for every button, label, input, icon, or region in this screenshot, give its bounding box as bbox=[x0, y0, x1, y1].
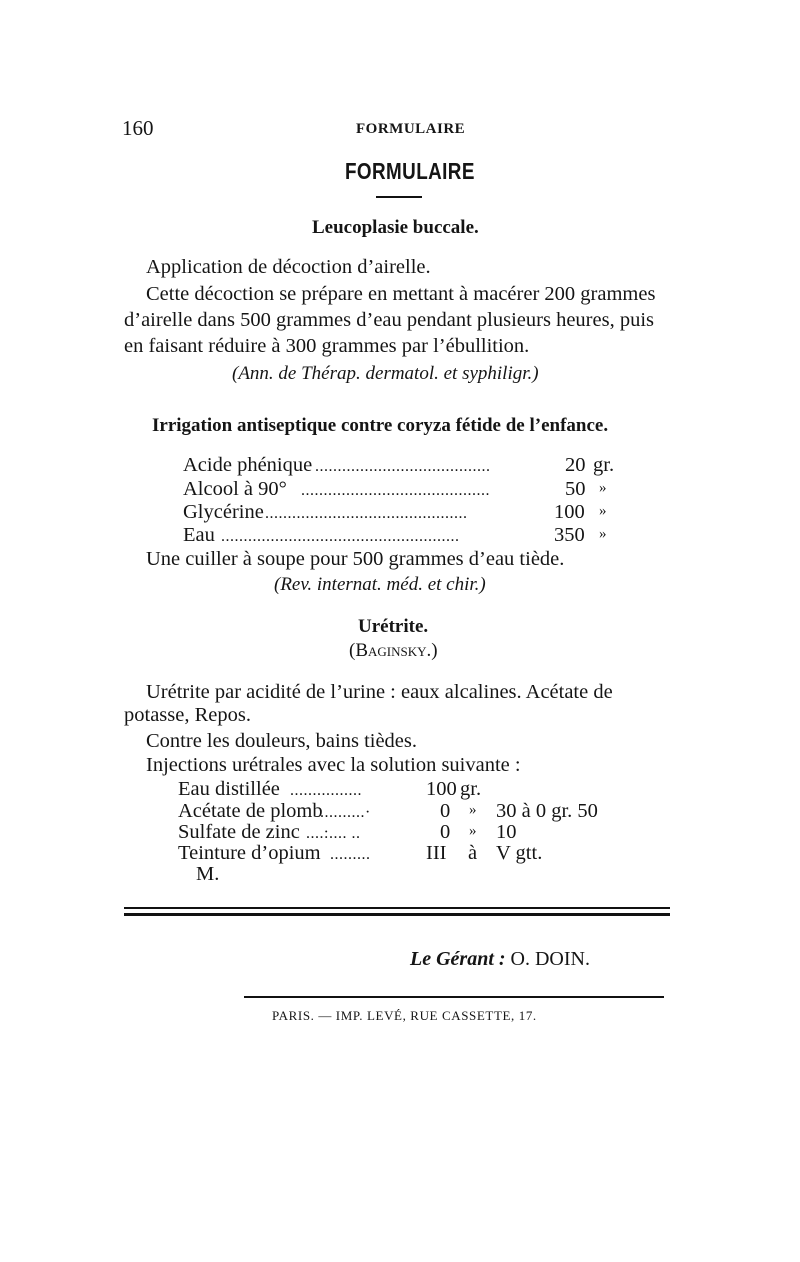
irrigation-heading: Irrigation antiseptique contre coryza fétide de l’enfance. bbox=[152, 415, 609, 436]
injection-qty: 100 bbox=[426, 778, 457, 800]
ingredient-row bbox=[183, 502, 623, 523]
ingredient-row bbox=[183, 525, 623, 546]
injection-qty: III bbox=[426, 842, 447, 864]
double-rule-top bbox=[124, 907, 670, 909]
uretrite-para-line: potasse, Repos. bbox=[124, 704, 251, 726]
injection-sep: à bbox=[468, 842, 478, 864]
ingredient-name: Eau bbox=[183, 524, 215, 546]
injection-qty: 0 bbox=[440, 800, 451, 822]
ingredient-unit: » bbox=[599, 503, 607, 519]
ingredient-unit: » bbox=[599, 480, 607, 496]
ingredient-row bbox=[183, 455, 623, 476]
injection-sep: » bbox=[469, 823, 477, 839]
leucoplasie-para-line: en faisant réduire à 300 grammes par l’ébullition. bbox=[124, 335, 530, 357]
manager-signature bbox=[410, 949, 590, 969]
footer-rule bbox=[244, 996, 664, 998]
leader-dots: ..................................................... bbox=[221, 528, 460, 545]
leucoplasie-source: (Ann. de Thérap. dermatol. et syphiligr.) bbox=[232, 363, 539, 384]
ingredient-qty: 20 bbox=[565, 454, 586, 476]
ingredient-qty: 50 bbox=[565, 478, 586, 500]
ingredient-row bbox=[183, 479, 623, 500]
injection-name: Sulfate de zinc bbox=[178, 821, 300, 843]
uretrite-heading: Urétrite. bbox=[358, 616, 429, 637]
prescription-closing: M. bbox=[196, 863, 220, 885]
ingredient-name: Alcool à 90° bbox=[183, 478, 287, 500]
printer-imprint: PARIS. — IMP. LEVÉ, RUE CASSETTE, 17. bbox=[272, 1008, 537, 1023]
injection-name: Eau distillée bbox=[178, 778, 280, 800]
irrigation-source: (Rev. internat. méd. et chir.) bbox=[274, 574, 486, 595]
leucoplasie-para-line: d’airelle dans 500 grammes d’eau pendant plusieurs heures, puis bbox=[124, 309, 654, 331]
leader-dots: ......... bbox=[330, 846, 371, 863]
leader-dots: ....................................... bbox=[315, 458, 491, 475]
leader-dots: ................ bbox=[290, 782, 362, 799]
irrigation-instruction: Une cuiller à soupe pour 500 grammes d’eau tiède. bbox=[146, 548, 565, 570]
injection-sep: gr. bbox=[460, 778, 482, 800]
injection-row bbox=[178, 822, 618, 843]
ingredient-qty: 350 bbox=[554, 524, 585, 546]
injection-name: Teinture d’opium bbox=[178, 842, 321, 864]
uretrite-line: Injections urétrales avec la solution suivante : bbox=[146, 754, 521, 776]
uretrite-para-line: Urétrite par acidité de l’urine : eaux alcalines. Acétate de bbox=[146, 681, 613, 703]
ingredient-unit: » bbox=[599, 526, 607, 542]
injection-row bbox=[178, 801, 618, 822]
title-divider bbox=[376, 196, 422, 198]
injection-range: V gtt. bbox=[496, 842, 543, 864]
injection-row bbox=[178, 779, 618, 800]
injection-range: 30 à 0 gr. 50 bbox=[496, 800, 598, 822]
injection-range: 10 bbox=[496, 821, 517, 843]
ingredient-name: Glycérine bbox=[183, 501, 264, 523]
leader-dots: ............................................. bbox=[265, 505, 468, 522]
injection-name: Acétate de plomb bbox=[178, 800, 323, 822]
uretrite-author: (Baginsky.) bbox=[349, 640, 438, 661]
uretrite-line: Contre les douleurs, bains tièdes. bbox=[146, 730, 418, 752]
running-title: FORMULAIRE bbox=[356, 121, 466, 137]
ingredient-name: Acide phénique bbox=[183, 454, 313, 476]
ingredient-qty: 100 bbox=[554, 501, 585, 523]
signature-label: Le Gérant : bbox=[410, 948, 506, 970]
leucoplasie-heading: Leucoplasie buccale. bbox=[312, 217, 479, 238]
leader-dots: ....:.... .. bbox=[306, 825, 361, 842]
double-rule-bottom bbox=[124, 913, 670, 916]
injection-qty: 0 bbox=[440, 821, 451, 843]
leucoplasie-line: Application de décoction d’airelle. bbox=[146, 256, 431, 278]
leader-dots: ..........· bbox=[320, 804, 371, 821]
injection-row bbox=[178, 843, 618, 864]
page-number: 160 bbox=[122, 116, 154, 140]
leader-dots: .......................................... bbox=[301, 482, 490, 499]
leucoplasie-para-line: Cette décoction se prépare en mettant à macérer 200 grammes bbox=[146, 283, 656, 305]
injection-sep: » bbox=[469, 802, 477, 818]
section-title: FORMULAIRE bbox=[345, 158, 475, 184]
signature-name: O. DOIN. bbox=[505, 948, 590, 970]
ingredient-unit: gr. bbox=[593, 454, 615, 476]
